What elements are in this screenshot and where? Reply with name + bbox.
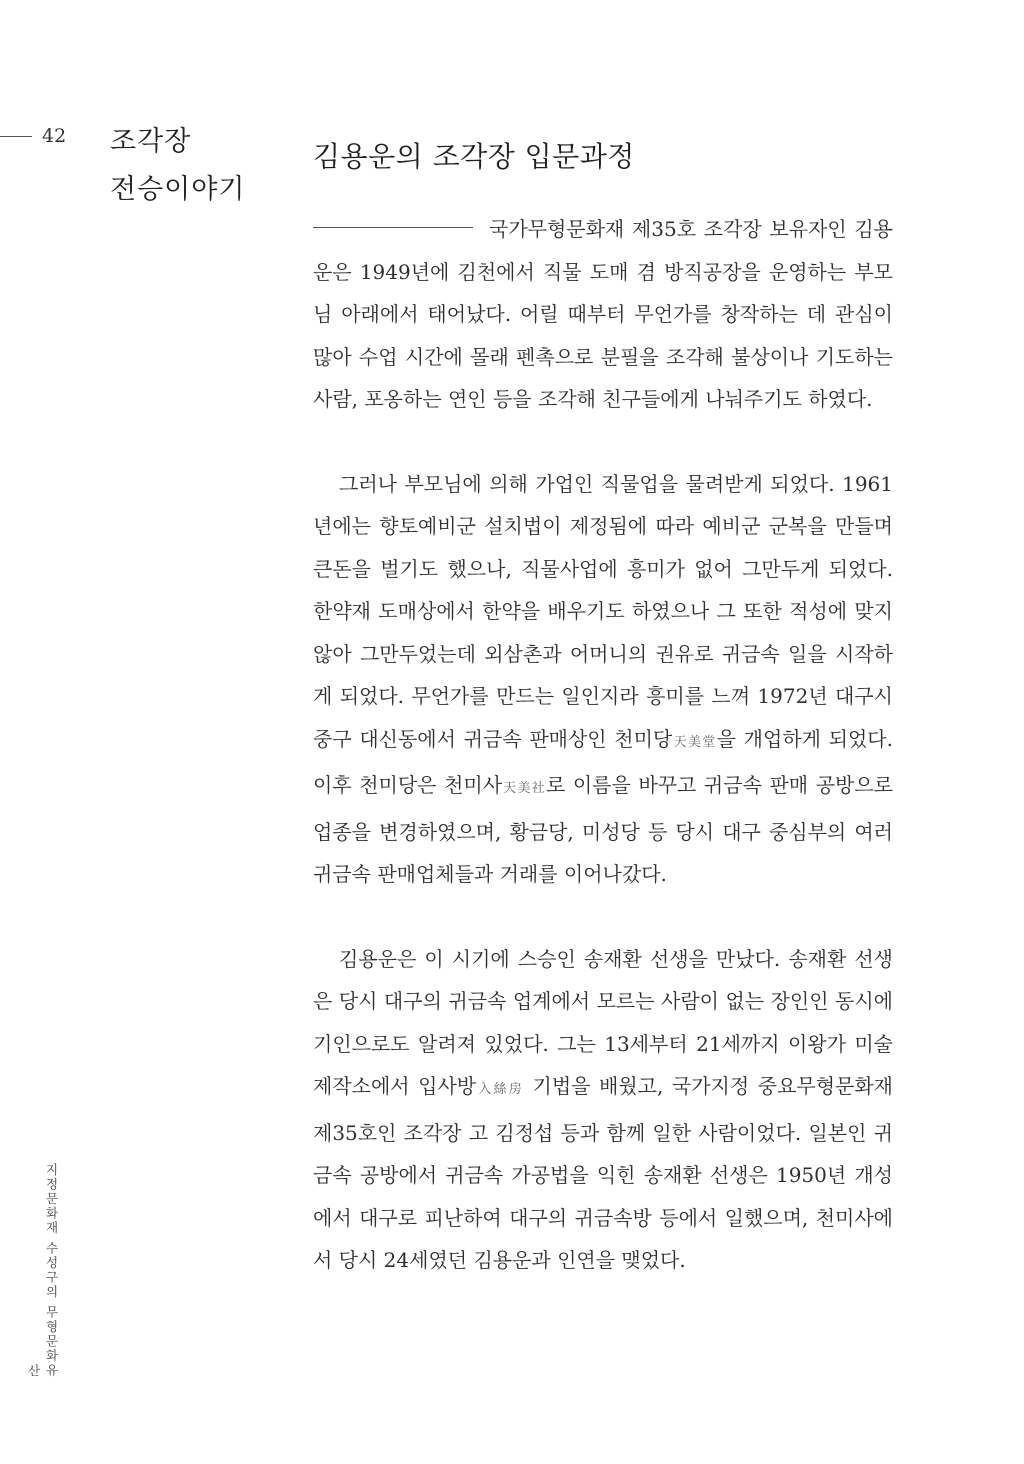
paragraph-text: 을 개업하게 되었다. 이후 천미당은 천미사 (313, 726, 893, 797)
paragraph-text: 기법을 배웠고, 국가지정 중요무형문화재 제35호인 조각장 고 김정섭 등과 함께 일한 사람이었다. 일본인 귀금속 공방에서 귀금속 가공법을 익힌 송재환 선생은 1950년 개성에서 대구로 피난하여 대구의 귀금속방 등에서 일했으며, 천미사에서 당시 24세였던 김용운과 인연을 맺었다. (313, 1074, 893, 1272)
paragraph (313, 208, 893, 421)
paragraph-text: 그러나 부모님에 의해 가업인 직물업을 물려받게 되었다. 1961년에는 향토예비군 설치법이 제정됨에 따라 예비군 군복을 만들며 큰돈을 벌기도 했으나, 직물사업에 흥미가 없어 그만두게 되었다. 한약재 도매상에서 한약을 배우기도 하였으나 그 또한 적성에 맞지 않아 그만두었는데 외삼촌과 어머니의 권유로 귀금속 일을 시작하게 되었다. 무언가를 만드는 일인지라 흥미를 느껴 1972년 대구시 중구 대신동에서 귀금속 판매상인 천미당 (313, 471, 893, 751)
hanja-annotation: 天美堂 (672, 734, 717, 750)
hanja-annotation: 入絲房 (476, 1082, 524, 1097)
section-title-line-2: 전승이야기 (110, 174, 246, 205)
hanja-annotation: 天美社 (502, 781, 546, 796)
paragraph-text: 로 이름을 바꾸고 귀금속 판매 공방으로 업종을 변경하였으며, 황금당, 미성당 등 당시 대구 중심부의 여러 귀금속 판매업체들과 거래를 이어나갔다. (313, 773, 893, 886)
header-rule (0, 136, 32, 137)
page-number: 42 (42, 125, 67, 147)
side-caption: 지정문화재 수성구의 무형문화유산 (26, 1163, 59, 1378)
paragraph-text: 김용운은 이 시기에 스승인 송재환 선생을 만났다. 송재환 선생은 당시 대구의 귀금속 업계에서 모르는 사람이 없는 장인인 동시에 기인으로도 알려져 있었다. 그는 13세부터 21세까지 이왕가 미술제작소에서 입사방 (313, 946, 893, 1098)
article-title: 김용운의 조각장 입문과정 (313, 139, 635, 173)
section-title-line-1: 조각장 (110, 126, 192, 157)
article-body (313, 208, 893, 1282)
paragraph (313, 463, 893, 896)
paragraph-text: 국가무형문화재 제35호 조각장 보유자인 김용운은 1949년에 김천에서 직물 도매 겸 방직공장을 운영하는 부모님 아래에서 태어났다. 어릴 때부터 무언가를 창작하는 데 관심이 많아 수업 시간에 몰래 펜촉으로 분필을 조각해 불상이나 기도하는 사람, 포옹하는 연인 등을 조각해 친구들에게 나눠주기도 하였다. (313, 217, 893, 411)
section-title (110, 118, 245, 214)
paragraph (313, 938, 893, 1282)
